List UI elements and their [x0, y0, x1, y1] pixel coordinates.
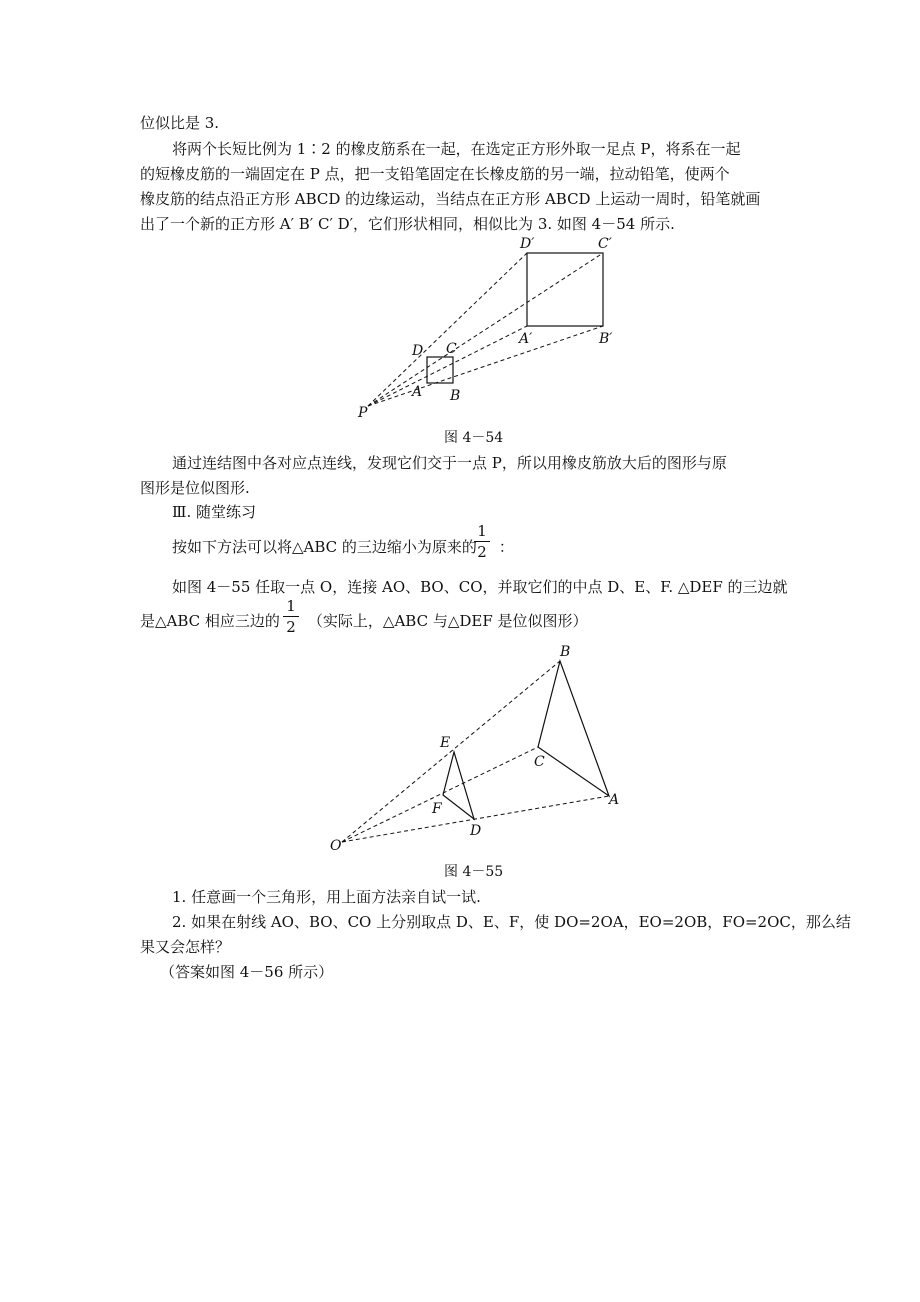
label-d2: D′ [520, 236, 535, 252]
para-rubber-band-4: 出了一个新的正方形 A′ B′ C′ D′，它们形状相同，相似比为 3. 如图 4－54 所示. [140, 215, 675, 233]
label-a: A [609, 792, 620, 808]
label-c: C [534, 754, 545, 770]
question-2-line-1: 2. 如果在射线 AO、BO、CO 上分别取点 D、E、F，使 DO=2OA，EO=2OB，FO=2OC，那么结 [172, 913, 851, 931]
question-1: 1. 任意画一个三角形，用上面方法亲自试一试. [172, 888, 481, 906]
label-c: C [446, 341, 457, 357]
para-rubber-band-1: 将两个长短比例为 1∶2 的橡皮筋系在一起，在选定正方形外取一足点 P，将系在一起 [172, 140, 741, 158]
para-construction-1: 如图 4－55 任取一点 O，连接 AO、BO、CO，并取它们的中点 D、E、F. △DEF 的三边就 [172, 578, 788, 596]
para-construction-note: （实际上，△ABC 与△DEF 是位似图形） [307, 612, 588, 630]
para-rubber-band-3: 橡皮筋的结点沿正方形 ABCD 的边缘运动，当结点在正方形 ABCD 上运动一周时，铅笔就画 [140, 190, 761, 208]
label-f: F [432, 801, 442, 817]
label-d: D [412, 343, 424, 359]
triangle-abc [538, 661, 609, 796]
label-a: A [412, 384, 423, 400]
label-e: E [440, 735, 451, 751]
para-conclusion-1: 通过连结图中各对应点连线，发现它们交于一点 P，所以用橡皮筋放大后的图形与原 [172, 454, 727, 472]
para-rubber-band-2: 的短橡皮筋的一端固定在 P 点，把一支铅笔固定在长橡皮筋的另一端，拉动铅笔，使两个 [140, 165, 730, 183]
para-method-text: 按如下方法可以将△ABC 的三边缩小为原来的 [172, 538, 477, 556]
fraction-numerator: 1 [286, 597, 296, 615]
fraction-numerator: 1 [477, 522, 487, 540]
ray-o-b [342, 661, 560, 842]
label-c2: C′ [598, 236, 612, 252]
figure-4-54-caption: 图 4－54 [444, 430, 504, 446]
fraction-denominator: 2 [477, 543, 487, 561]
label-b: B [450, 388, 461, 404]
para-conclusion-2: 图形是位似图形. [140, 479, 250, 497]
label-o: O [330, 838, 342, 854]
answer-note: （答案如图 4－56 所示） [160, 963, 334, 981]
para-construction-text: 是△ABC 相应三边的 [140, 612, 280, 630]
question-2-line-2: 果又会怎样？ [140, 938, 231, 956]
label-b: B [560, 644, 571, 660]
label-p: P [358, 405, 368, 421]
section-title: Ⅲ. 随堂练习 [172, 503, 257, 521]
label-b2: B′ [599, 331, 613, 347]
label-a2: A′ [519, 331, 533, 347]
label-d: D [470, 823, 482, 839]
para-ratio-3: 位似比是 3. [140, 114, 220, 132]
para-method-colon: ： [498, 538, 514, 556]
fraction-denominator: 2 [286, 618, 296, 636]
figure-4-55-caption: 图 4－55 [444, 864, 504, 880]
